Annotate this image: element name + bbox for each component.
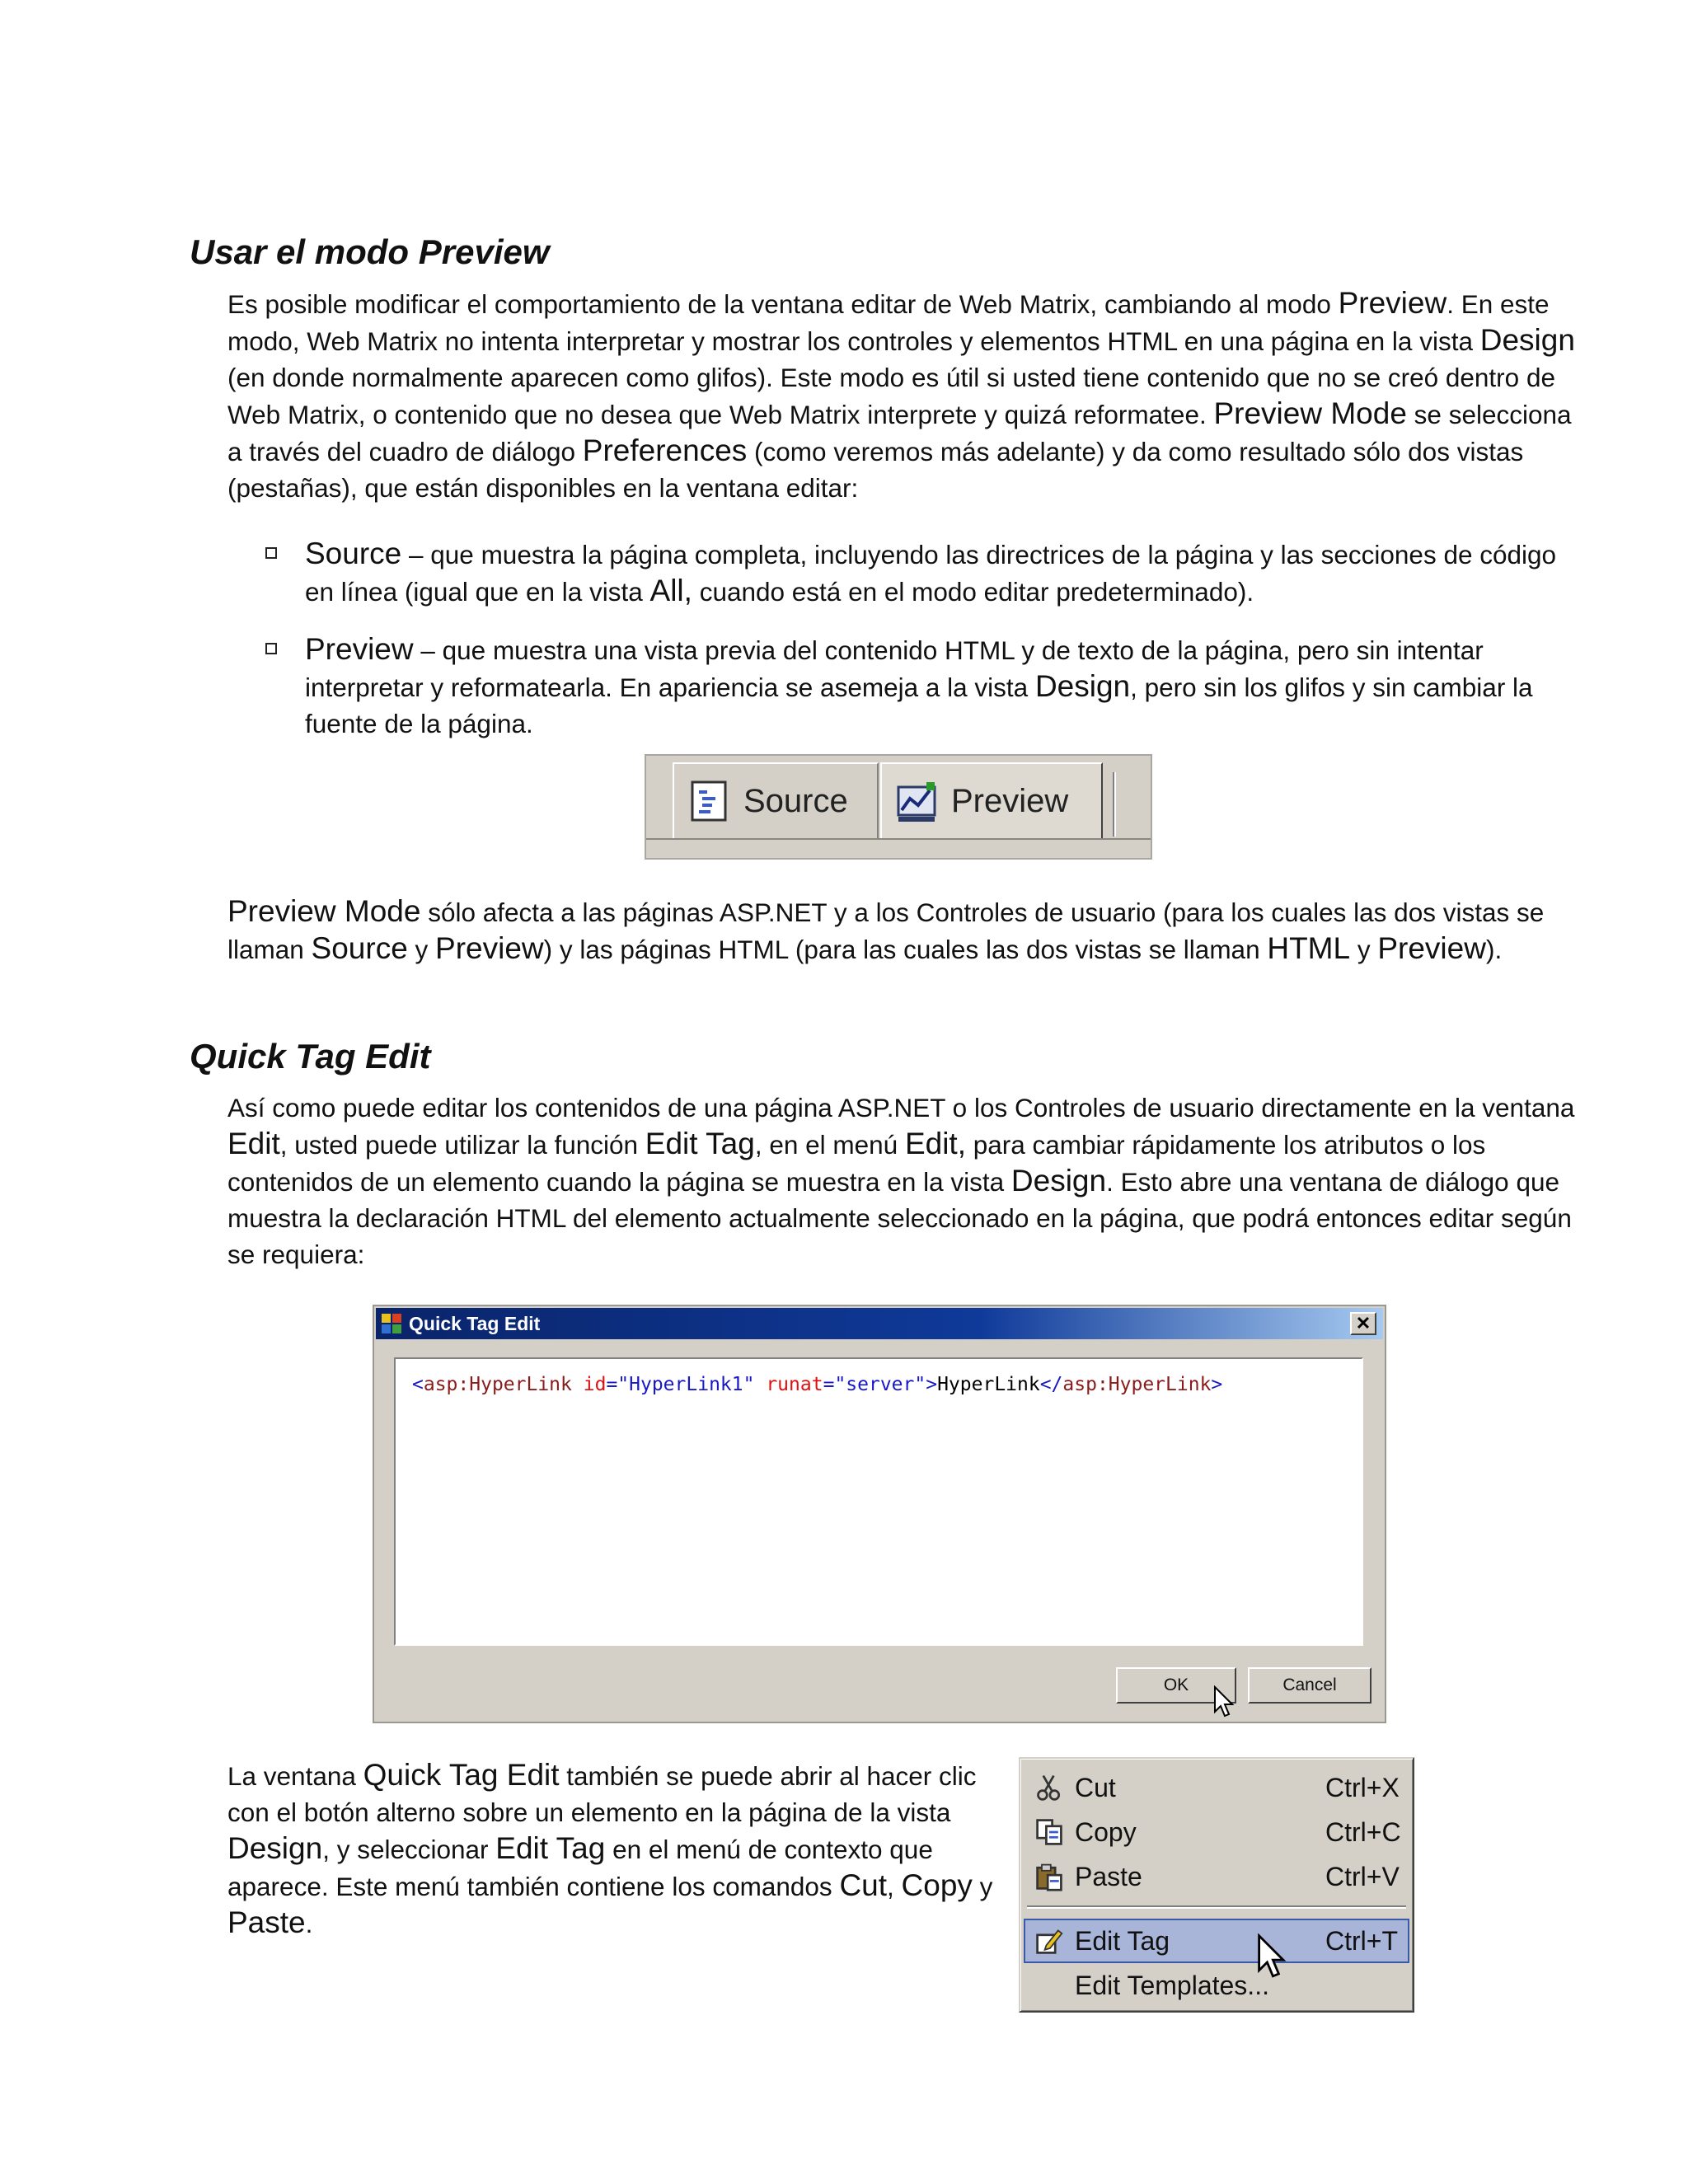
menu-item-edit-tag-label: Edit Tag (1075, 1925, 1170, 1956)
copy-icon (1032, 1815, 1067, 1849)
bullet-box-icon (265, 643, 277, 654)
close-icon: ✕ (1355, 1313, 1372, 1333)
cancel-button[interactable]: Cancel (1248, 1667, 1372, 1704)
preview-mode-note: Preview Mode sólo afecta a las páginas ASP.NET y a los Controles de usuario (para los cuales las dos vistas se llaman Source y Preview) y las páginas HTML (para las cuales las dos vistas se llaman HTML y Preview). (227, 894, 1545, 965)
ok-button[interactable]: OK (1116, 1667, 1236, 1704)
mouse-cursor-icon (1213, 1685, 1235, 1718)
menu-item-paste[interactable] (1025, 1856, 1408, 1897)
menu-item-paste-label: Paste (1075, 1861, 1142, 1891)
menu-item-copy[interactable] (1025, 1811, 1408, 1853)
menu-item-copy-label: Copy (1075, 1816, 1137, 1847)
dialog-title: Quick Tag Edit (409, 1312, 541, 1334)
preview-chart-icon (897, 779, 936, 823)
edit-tag-icon (1032, 1924, 1067, 1958)
view-tab-strip (645, 754, 1152, 860)
menu-item-edit-tag[interactable] (1025, 1920, 1408, 1961)
tab-source[interactable] (673, 762, 879, 838)
menu-item-edit-templates-label: Edit Templates... (1075, 1970, 1269, 2000)
paste-icon (1032, 1859, 1067, 1894)
preview-intro-paragraph: Es posible modificar el comportamiento de la ventana editar de Web Matrix, cambiando al modo Preview. En este modo, Web Matrix no intenta interpretar y mostrar los controles y elementos HTML en una página en la vista Design (en donde normalmente aparecen como glifos). Este modo es útil si usted tiene contenido que no se creó dentro de Web Matrix, o contenido que no desea que Web Matrix interprete y quizá reformatee. Preview Mode se selecciona a través del cuadro de diálogo Preferences (como veremos más adelante) y da como resultado sólo dos vistas (pestañas), que están disponibles en la ventana editar: (227, 286, 1575, 503)
tab-baseline (646, 838, 1151, 840)
context-menu (1019, 1757, 1414, 2013)
tab-source-label: Source (743, 782, 848, 819)
bullet-source: Source – que muestra la página completa, incluyendo las directrices de la página y las secciones de código en línea (igual que en la vista All, cuando está en el modo editar predeterminado). (265, 536, 1584, 610)
menu-item-paste-shortcut: Ctrl+V (1325, 1861, 1400, 1891)
tab-separator (1113, 772, 1116, 837)
menu-item-cut[interactable] (1025, 1767, 1408, 1808)
menu-item-edit-templates-spacer (1032, 1968, 1067, 2003)
menu-item-edit-templates[interactable] (1025, 1965, 1408, 2006)
tab-preview[interactable] (880, 762, 1103, 838)
menu-item-cut-shortcut: Ctrl+X (1325, 1772, 1400, 1802)
close-button[interactable] (1350, 1312, 1376, 1335)
menu-item-cut-label: Cut (1075, 1772, 1116, 1802)
menu-item-edit-tag-shortcut: Ctrl+T (1325, 1925, 1398, 1956)
bullet-box-icon (265, 547, 277, 559)
quick-tag-edit-dialog (373, 1305, 1386, 1723)
app-window-icon (381, 1313, 402, 1334)
tag-code-editor[interactable]: <asp:HyperLink id="HyperLink1" runat="server">HyperLink</asp:HyperLink> (394, 1357, 1363, 1646)
scissors-icon (1032, 1770, 1067, 1805)
section-heading-quick-tag-edit: Quick Tag Edit (190, 1037, 431, 1076)
menu-item-copy-shortcut: Ctrl+C (1325, 1816, 1401, 1847)
context-menu-paragraph: La ventana Quick Tag Edit también se puede abrir al hacer clic con el botón alterno sobre un elemento en la página de la vista Design, y seleccionar Edit Tag en el menú de contexto que aparece. Este menú también contiene los comandos Cut, Copy y Paste. (227, 1758, 993, 1939)
view-bullet-list (265, 536, 1584, 763)
dialog-title-bar (376, 1308, 1383, 1339)
section-heading-preview: Usar el modo Preview (190, 232, 550, 271)
menu-separator (1027, 1905, 1406, 1909)
tab-preview-label: Preview (951, 782, 1069, 819)
quick-tag-intro-paragraph: Así como puede editar los contenidos de una página ASP.NET o los Controles de usuario directamente en la ventana Edit, usted puede utilizar la función Edit Tag, en el menú Edit, para cambiar rápidamente los atributos o los contenidos de un elemento cuando la página se muestra en la vista Design. Esto abre una ventana de diálogo que muestra la declaración HTML del elemento actualmente seleccionado en la página, que podrá entonces editar según se requiera: (227, 1093, 1575, 1269)
mouse-cursor-icon (1256, 1933, 1287, 1980)
bullet-preview: Preview – que muestra una vista previa del contenido HTML y de texto de la página, pero sin intentar interpretar y reformatearla. En apariencia se asemeja a la vista Design, pero sin los glifos y sin cambiar la fuente de la página. (265, 631, 1584, 742)
source-page-icon (689, 779, 729, 823)
